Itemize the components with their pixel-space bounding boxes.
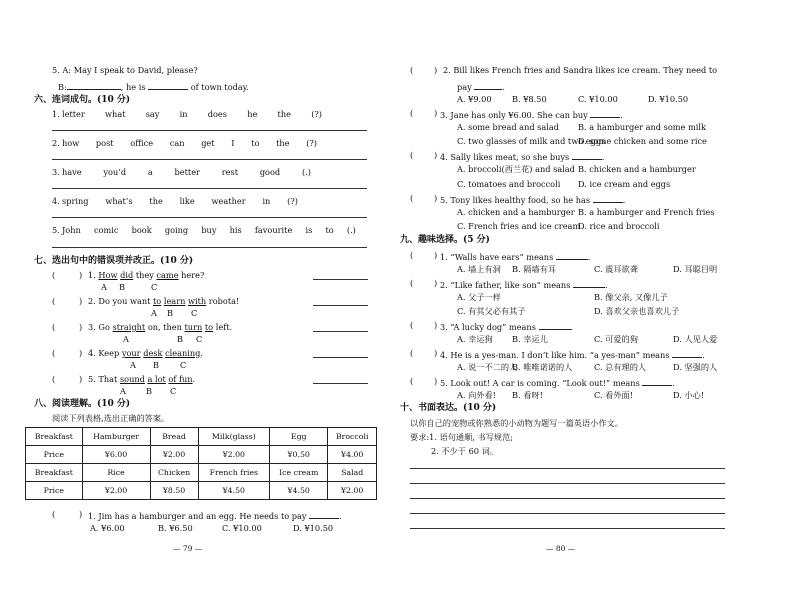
option[interactable]: C. ¥10.00 [578,94,618,104]
option[interactable]: A. 父子一样 [457,292,501,302]
option[interactable]: B. 看呀! [512,390,543,400]
answer-line[interactable] [52,188,367,189]
error-sentence: 5. That sound a lot of fun. [88,374,196,384]
scrambled-words-row: spring what’s the like weather in (?) [62,196,298,206]
section10-heading: 十、书面表达。(10 分) [400,403,497,413]
correction-line[interactable] [313,357,368,358]
q5-dialog-a: 5. A: May I speak to David, please? [52,65,198,75]
section8-heading: 八、阅读理解。(10 分) [34,399,131,409]
answer-blank[interactable] [148,81,188,90]
table-row: Price ¥2.00 ¥8.50 ¥4.50 ¥4.50 ¥2.00 [26,482,377,500]
option[interactable]: D. ¥10.50 [648,94,689,104]
answer-blank[interactable] [590,109,620,118]
option[interactable]: B. a hamburger and some milk [578,122,706,132]
answer-blank[interactable] [672,349,702,358]
answer-blank[interactable] [556,251,588,260]
scrambled-words-row: have you’d a better rest good (.) [62,167,311,177]
answer-line[interactable] [52,247,367,248]
option[interactable]: C. French fries and ice cream [457,221,581,231]
correction-line[interactable] [313,305,368,306]
option[interactable]: B. 幸运儿 [512,334,548,344]
error-sentence: 3. Go straight on, then turn to left. [88,322,233,332]
option[interactable]: A. 向外看! [457,390,496,400]
error-sentence: 4. Keep your desk cleaning. [88,348,204,358]
answer-blank[interactable] [539,321,571,330]
section8-instruction: 阅读下列表格,选出正确的答案。 [52,413,170,423]
section7-heading: 七、选出句中的错误项并改正。(10 分) [34,256,194,266]
option[interactable]: A. 墙上有洞 [457,264,501,274]
writing-requirement: 2. 不少于 60 词。 [431,446,498,456]
reading-question: 1. Jim has a hamburger and an egg. He needs to pay . [88,511,342,521]
table-row: Price ¥6.00 ¥2.00 ¥2.00 ¥0.50 ¥4.00 [26,446,377,464]
answer-blank[interactable] [593,194,623,203]
option[interactable]: C. two glasses of milk and two eggs [457,136,606,146]
correction-line[interactable] [313,331,368,332]
correction-line[interactable] [313,279,368,280]
option[interactable]: C. tomatoes and broccoli [457,179,561,189]
writing-prompt: 以你自己的宠物或你熟悉的小动物为题写一篇英语小作文。 [410,418,623,428]
answer-blank[interactable] [67,81,121,90]
answer-blank[interactable] [642,377,672,386]
scrambled-words-row: John comic book going buy his favourite is to (.) [62,225,356,235]
writing-line[interactable] [410,513,725,514]
answer-line[interactable] [52,159,367,160]
option[interactable]: B. ¥8.50 [512,94,547,104]
answer-blank[interactable] [573,279,605,288]
option[interactable]: C. ¥10.00 [222,523,262,533]
option[interactable]: C. 震耳欲聋 [594,264,638,274]
option[interactable]: D. 喜欢父亲也喜欢儿子 [594,306,680,316]
option[interactable]: B. chicken and a hamburger [578,164,696,174]
option[interactable]: D. 人见人爱 [673,334,718,344]
reading-question: 3. Jane has only ¥6.00. She can buy . [440,110,623,120]
option[interactable]: A. 说一不二的人 [457,362,518,372]
idiom-question: 1. “Walls have ears” means . [440,252,591,262]
error-sentence: 2. Do you want to learn with robota! [88,296,240,306]
option[interactable]: D. 小心! [673,390,705,400]
reading-question: 4. Sally likes meat, so she buys . [440,152,605,162]
option[interactable]: D. ¥10.50 [293,523,334,533]
option[interactable]: A. broccoli(西兰花) and salad [457,164,575,174]
correction-line[interactable] [313,383,368,384]
option[interactable]: D. 耳聪目明 [673,264,718,274]
option[interactable]: B. a hamburger and French fries [578,207,715,217]
page-number: — 79 — [173,544,203,553]
scrambled-words-row: letter what say in does he the (?) [62,109,322,119]
option[interactable]: D. 坚强的人 [673,362,718,372]
option[interactable]: A. ¥6.00 [90,523,125,533]
option[interactable]: B. 隔墙有耳 [512,264,556,274]
answer-blank[interactable] [572,151,602,160]
option[interactable]: C. 可爱的狗 [594,334,638,344]
option[interactable]: A. chicken and a hamburger [457,207,575,217]
writing-line[interactable] [410,528,725,529]
section6-heading: 六、连词成句。(10 分) [34,95,131,105]
writing-line[interactable] [410,483,725,484]
option[interactable]: B. 像父亲, 又像儿子 [594,292,668,302]
idiom-question: 5. Look out! A car is coming. “Look out!” means . [440,378,675,388]
error-sentence: 1. How did they came here? [88,270,205,280]
writing-requirement: 要求:1. 语句通顺, 书写规范; [410,432,514,442]
idiom-question: 3. “A lucky dog” means . [440,322,574,332]
price-table [25,427,377,500]
left-page: 5. A: May I speak to David, please? B: , he is of town today. 六、连词成句。(10 分) 1. letter what say in does he the (?) 2. how post office can get I to the (?) 3. have you’d a better rest good (.) 4. spring what’s the like weather in (?) 5. John comic book going buy his favourite is to (.) 七、选出句中的错误项并改正。(10 分) ( ) 1. How did they came here? A B C ( ) 2. Do you want to learn with robota! A B C ( ) 3. Go straight on, then turn to left. A B C ( ) 4. Keep your desk cleaning. A B C ( ) 5. That sound a lot of fun. A B C 八、阅读理解。(10 分) 阅读下列表格,选出正确的答案。 Breakfast Hamburger Bread Milk(glass) Egg Broccoli Price ¥6.00 ¥2.00 ¥2.00 ¥0.50 ¥4.00 Breakfast Rice Chicken French fries Ice cream Salad Price ¥2.00 ¥8.50 ¥4.50 ¥4.50 ¥2.00 ( ) 1. Jim has a hamburger and an egg. He needs to pay . A. ¥6.00 B. ¥6.50 C. ¥10.00 D. ¥10.50 — 79 — [0,0,400,604]
answer-line[interactable] [52,130,367,131]
option[interactable]: C. 总有理的人 [594,362,647,372]
section9-heading: 九、趣味选择。(5 分) [400,235,490,245]
writing-line[interactable] [410,468,725,469]
q5-dialog-b: B: , he is of town today. [58,82,249,92]
option[interactable]: A. 幸运狗 [457,334,493,344]
idiom-question: 4. He is a yes-man. I don’t like him. “a yes-man” means . [440,350,705,360]
table-row: Breakfast Hamburger Bread Milk(glass) Egg Broccoli [26,428,377,446]
option[interactable]: D. some chicken and some rice [578,136,707,146]
writing-line[interactable] [410,498,725,499]
reading-question: 2. Bill likes French fries and Sandra likes ice cream. They need to [443,65,718,75]
option[interactable]: B. ¥6.50 [158,523,193,533]
option[interactable]: A. some bread and salad [457,122,560,132]
page-number: — 80 — [546,544,576,553]
reading-question: 5. Tony likes healthy food, so he has . [440,195,626,205]
answer-blank[interactable] [309,510,339,519]
option[interactable]: B. 唯唯诺诺的人 [512,362,573,372]
option[interactable]: D. rice and broccoli [578,221,660,231]
option[interactable]: C. 看外面! [594,390,634,400]
answer-blank[interactable] [474,81,502,90]
option[interactable]: A. ¥9.00 [457,94,492,104]
table-row: Breakfast Rice Chicken French fries Ice cream Salad [26,464,377,482]
answer-line[interactable] [52,217,367,218]
right-page: ( ) 2. Bill likes French fries and Sandra likes ice cream. They need to pay . A. ¥9.00 B. ¥8.50 C. ¥10.00 D. ¥10.50 ( ) 3. Jane has only ¥6.00. She can buy . A. some bread and salad B. a hamburger and some milk C. two glasses of milk and two eggs D. some chicken and some rice ( ) 4. Sally likes meat, so she buys . A. broccoli(西兰花) and salad B. chicken and a hamburger C. tomatoes and broccoli D. ice cream and eggs ( ) 5. Tony likes healthy food, so he has . A. chicken and a hamburger B. a hamburger and French fries C. French fries and ice cream D. rice and broccoli 九、趣味选择。(5 分) ( ) 1. “Walls have ears” means . A. 墙上有洞 B. 隔墙有耳 C. 震耳欲聋 D. 耳聪目明 ( ) 2. “Like father, like son” means . A. 父子一样 B. 像父亲, 又像儿子 C. 有其父必有其子 D. 喜欢父亲也喜欢儿子 ( ) 3. “A lucky dog” means . A. 幸运狗 B. 幸运儿 C. 可爱的狗 D. 人见人爱 ( ) 4. He is a yes-man. I don’t like him. “a yes-man” means . A. 说一不二的人 B. 唯唯诺诺的人 C. 总有理的人 D. 坚强的人 ( ) 5. Look out! A car is coming. “Look out!” means . A. 向外看! B. 看呀! C. 看外面! D. 小心! 十、书面表达。(10 分) 以你自己的宠物或你熟悉的小动物为题写一篇英语小作文。 要求:1. 语句通顺, 书写规范; 2. 不少于 60 词。 — 80 — [400,0,800,604]
option[interactable]: C. 有其父必有其子 [457,306,526,316]
idiom-question: 2. “Like father, like son” means . [440,280,608,290]
option[interactable]: D. ice cream and eggs [578,179,671,189]
scrambled-words-row: how post office can get I to the (?) [62,138,317,148]
